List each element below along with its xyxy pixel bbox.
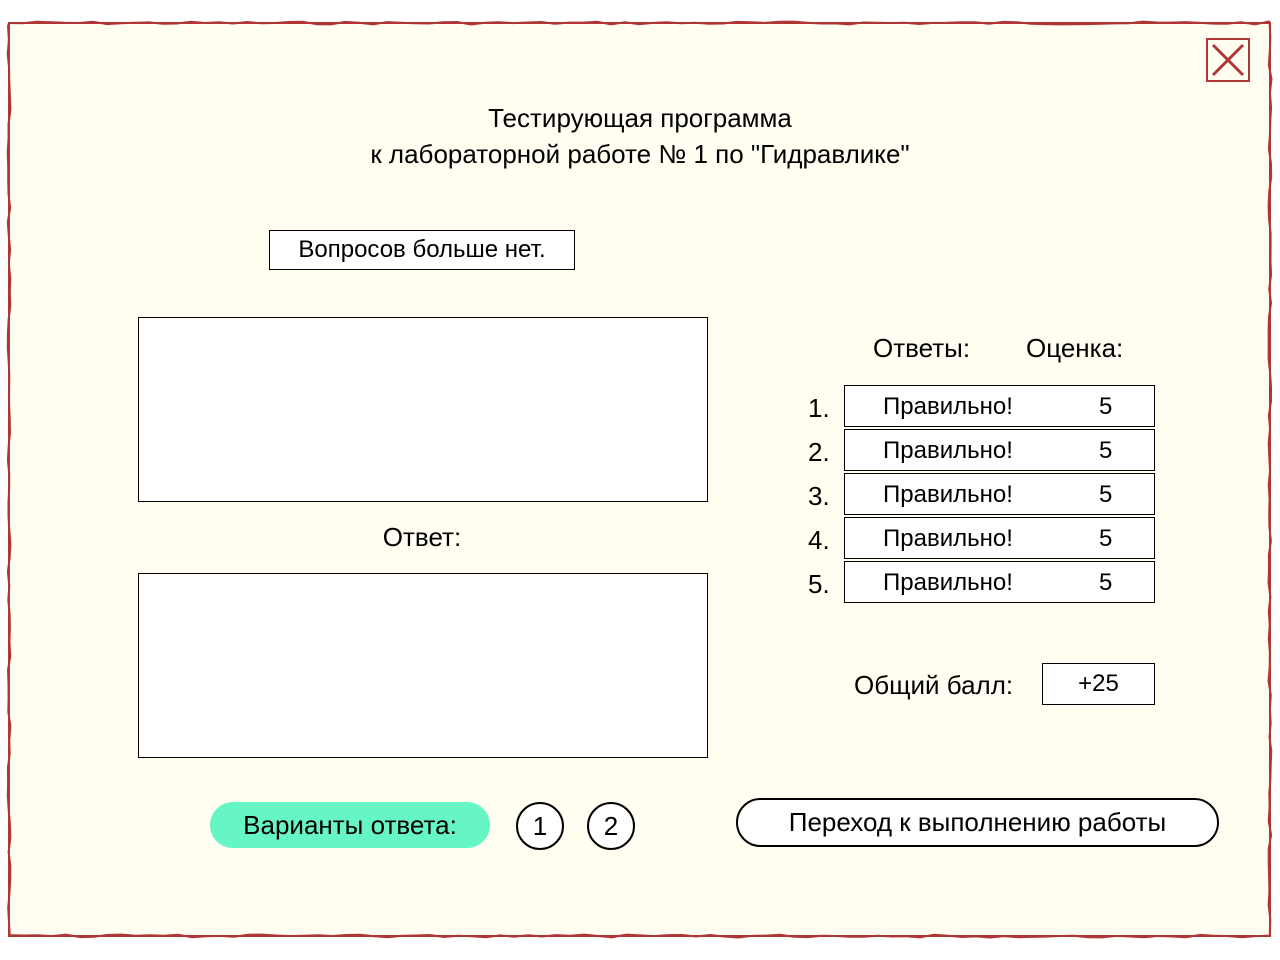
result-row	[844, 561, 1155, 603]
result-row-number: 1.	[808, 393, 830, 423]
result-grade: 5	[1099, 437, 1113, 464]
result-row-number: 2.	[808, 437, 830, 467]
result-grade: 5	[1099, 481, 1113, 508]
result-row-number: 5.	[808, 569, 830, 599]
result-row	[844, 517, 1155, 559]
grade-header: Оценка:	[1026, 333, 1124, 363]
close-x-icon	[1208, 40, 1248, 80]
result-row-number: 3.	[808, 481, 830, 511]
variant-2-button[interactable]: 2	[587, 802, 635, 850]
question-text-area	[138, 317, 708, 502]
status-message: Вопросов больше нет.	[269, 230, 575, 270]
close-button[interactable]	[1206, 38, 1250, 82]
page-title	[240, 100, 1040, 172]
result-grade: 5	[1099, 393, 1113, 420]
total-score-value: +25	[1042, 663, 1155, 705]
answer-variants-label: Варианты ответа:	[210, 802, 490, 848]
result-grade: 5	[1099, 569, 1113, 596]
result-row	[844, 429, 1155, 471]
result-text: Правильно!	[883, 525, 1013, 552]
result-text: Правильно!	[883, 481, 1013, 508]
go-to-work-button[interactable]: Переход к выполнению работы	[736, 798, 1219, 847]
result-row	[844, 473, 1155, 515]
answer-text-area[interactable]	[138, 573, 708, 758]
title-line-1: Тестирующая программа	[488, 103, 792, 133]
result-row-number: 4.	[808, 525, 830, 555]
result-grade: 5	[1099, 525, 1113, 552]
answer-label: Ответ:	[382, 522, 462, 552]
title-line-2: к лабораторной работе № 1 по "Гидравлике"	[370, 139, 910, 169]
result-text: Правильно!	[883, 437, 1013, 464]
result-text: Правильно!	[883, 569, 1013, 596]
variant-1-button[interactable]: 1	[516, 802, 564, 850]
answers-header: Ответы:	[873, 333, 971, 363]
result-text: Правильно!	[883, 393, 1013, 420]
result-row	[844, 385, 1155, 427]
total-score-label: Общий балл:	[854, 670, 1014, 700]
